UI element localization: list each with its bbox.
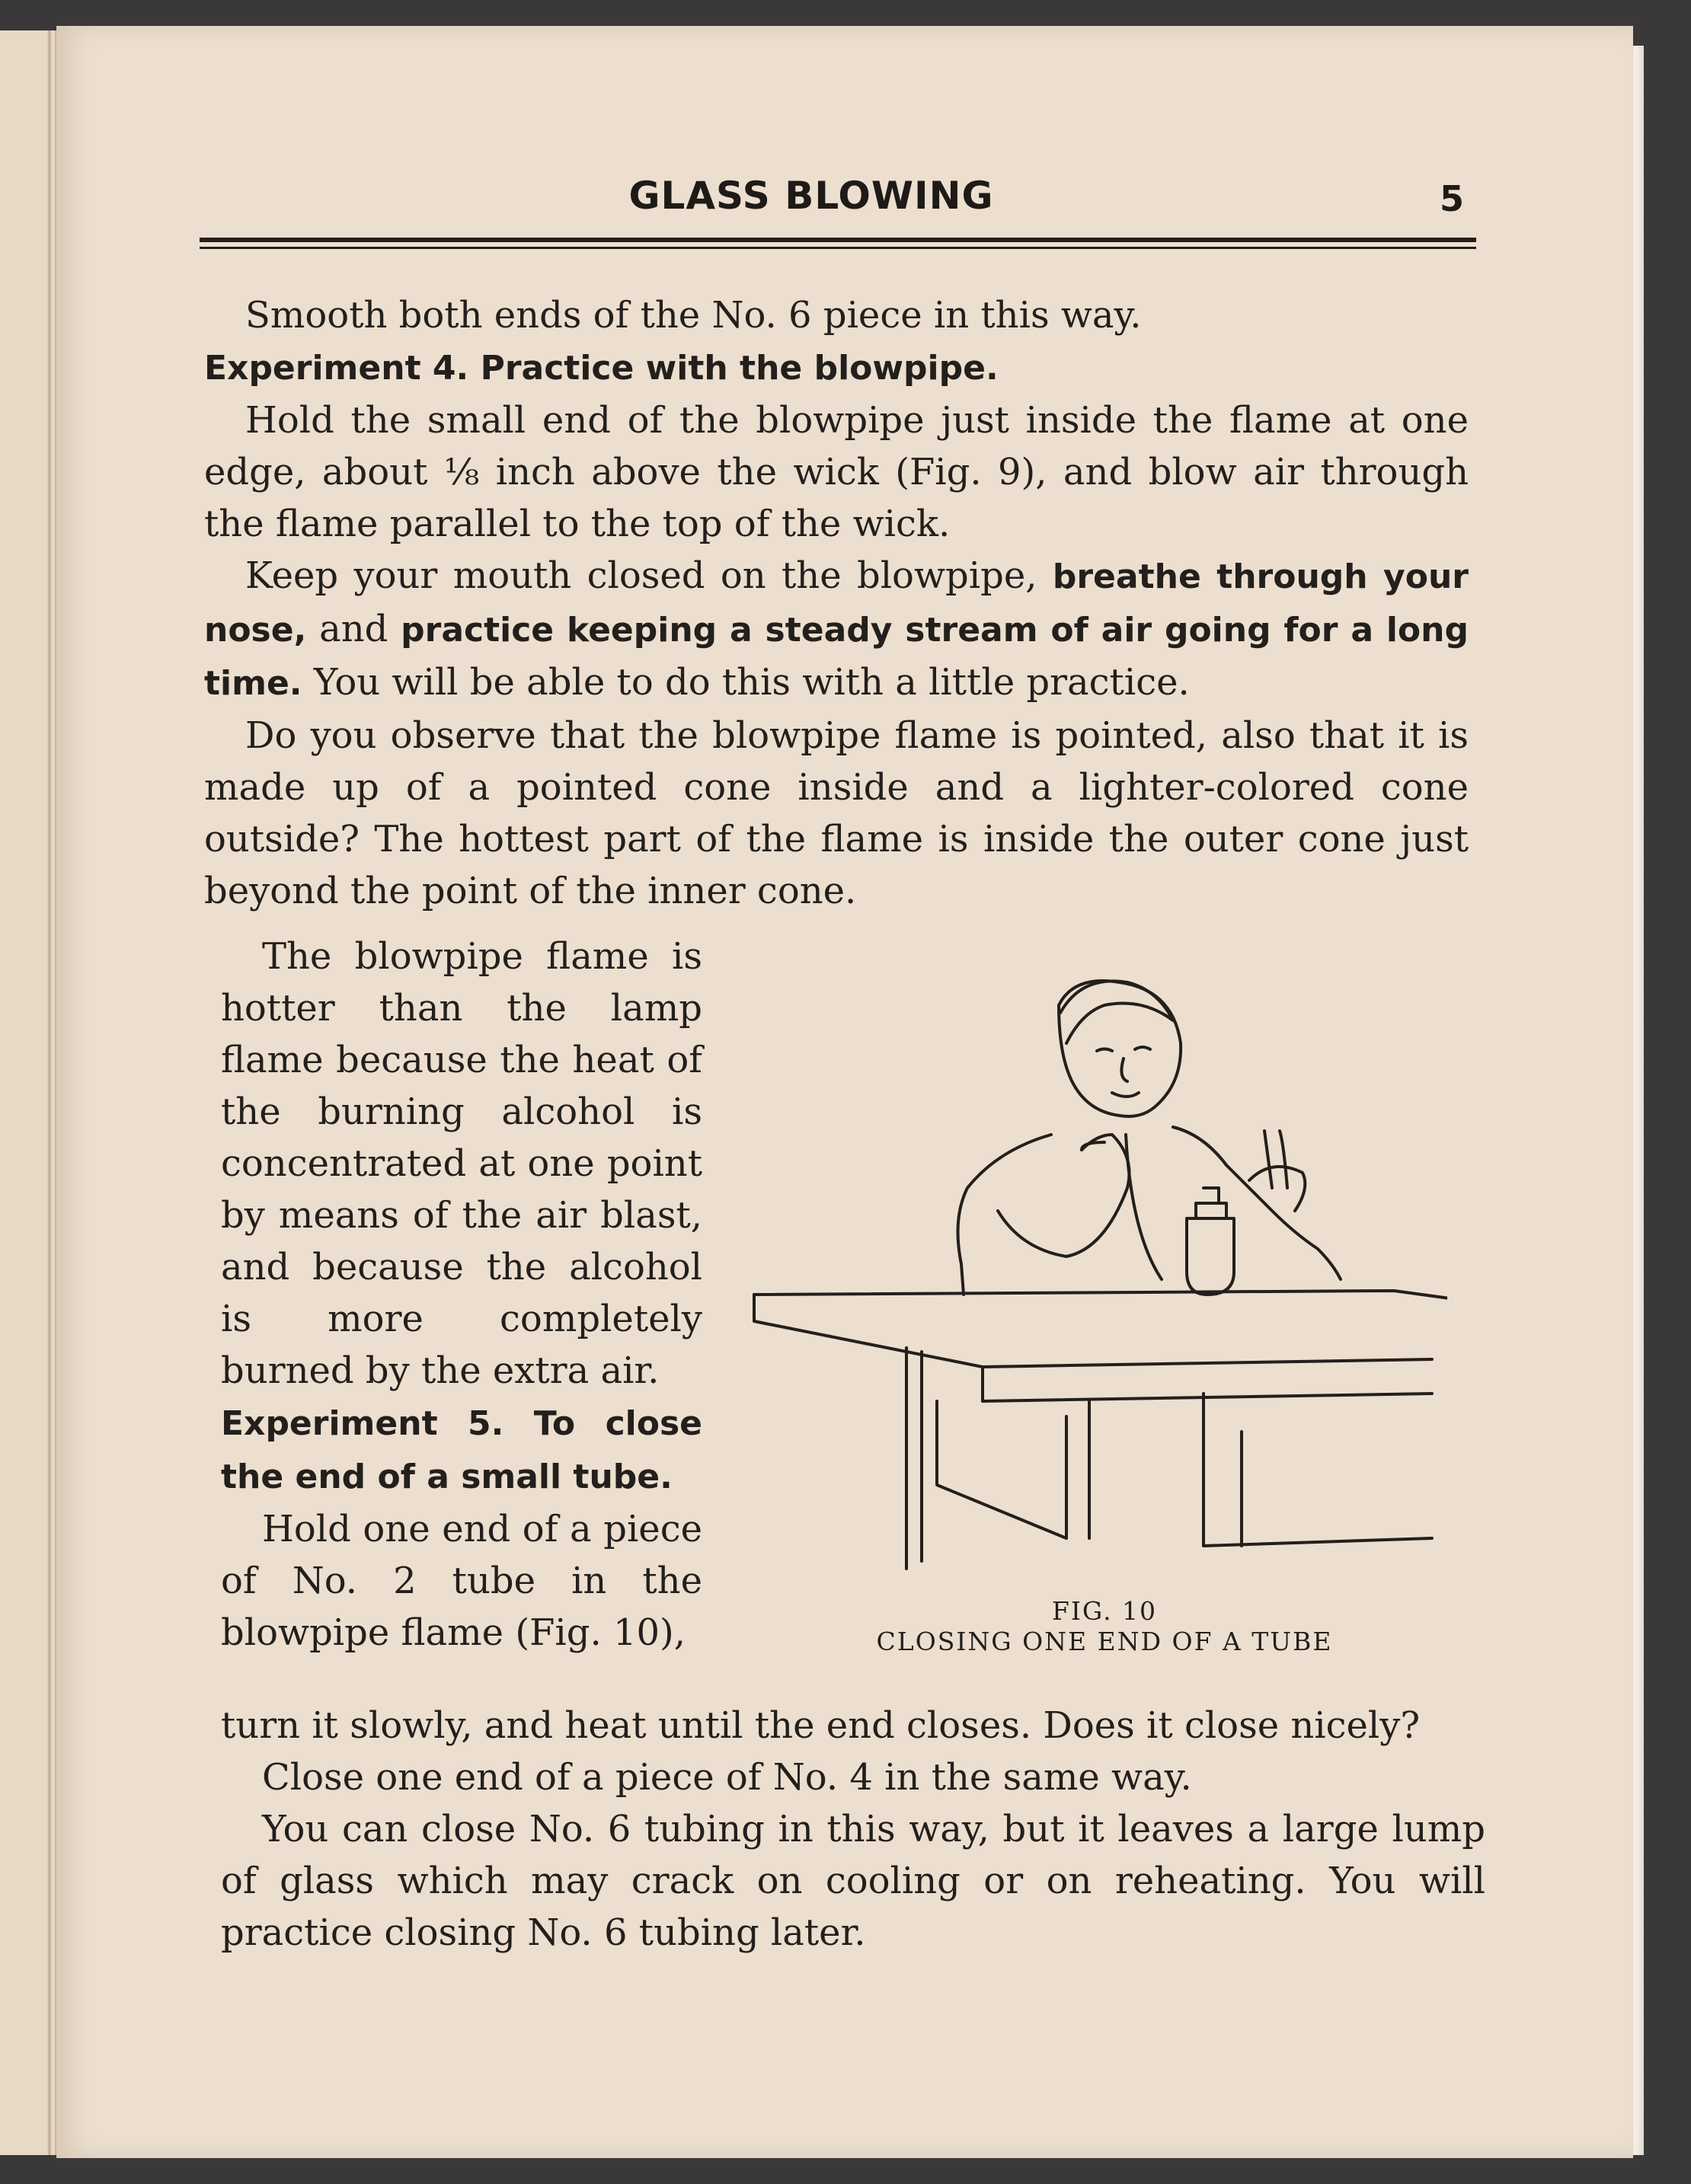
paragraph: The blowpipe flame is hotter than the lamp flame because the heat of the burning alcohol is concentrated at one point by means of the air blast, and because the alcohol is more completely burned by the extra air.: [221, 935, 702, 1392]
table-top-back: [754, 1291, 1447, 1302]
left-page-edge: [0, 30, 56, 2155]
tube-held: [1264, 1131, 1287, 1188]
experiment-5-heading: Experiment 5. To close the end of a small tube.: [221, 1404, 702, 1496]
narrow-column-text: [221, 931, 702, 1659]
paragraph: Hold the small end of the blowpipe just inside the flame at one edge, about ⅛ inch above the wick (Fig. 9), and blow air through the flame parallel to the top of the wick.: [204, 399, 1469, 545]
blowpipe-tube: [1126, 1135, 1162, 1279]
table-edge: [983, 1367, 1432, 1401]
main-text-top: [204, 289, 1469, 917]
header-rule-thin: [200, 247, 1476, 249]
paragraph: turn it slowly, and heat until the end closes. Does it close nicely?: [221, 1704, 1421, 1747]
right-arm: [1226, 1165, 1341, 1279]
table-leg-right: [1204, 1394, 1432, 1546]
paragraph: Do you observe that the blowpipe flame is pointed, also that it is made up of a pointed cone inside and a lighter-colored cone outside? The hottest part of the flame is inside the outer cone just beyond the point of the inner cone.: [204, 714, 1469, 912]
figure-label: FIG. 10: [1051, 1596, 1158, 1626]
alcohol-lamp: [1187, 1218, 1234, 1295]
lamp-wick: [1204, 1188, 1219, 1203]
experiment-4-heading: Experiment 4. Practice with the blowpipe.: [204, 349, 999, 388]
running-header: GLASS BLOWING: [628, 174, 994, 218]
page-number: 5: [1440, 178, 1465, 219]
figure-10-illustration: [746, 959, 1447, 1592]
spine-fold: [47, 30, 52, 2155]
right-shoulder: [1173, 1127, 1226, 1165]
nose: [1121, 1058, 1127, 1081]
left-hand: [1082, 1142, 1104, 1150]
boy-glass-blowing-drawing: [746, 959, 1447, 1592]
paragraph: Hold one end of a piece of No. 2 tube in the blowpipe flame (Fig. 10),: [221, 1508, 702, 1654]
right-hand: [1249, 1167, 1305, 1211]
table-leg-middle: [937, 1401, 1066, 1538]
paragraph: Close one end of a piece of No. 4 in the same way.: [262, 1756, 1192, 1799]
figure-title: CLOSING ONE END OF A TUBE: [876, 1627, 1333, 1656]
paragraph: Smooth both ends of the No. 6 piece in this way.: [245, 294, 1142, 337]
hair: [1060, 981, 1173, 1043]
figure-caption: [785, 1596, 1424, 1657]
mouth: [1112, 1093, 1139, 1097]
table-leg-left: [906, 1348, 922, 1569]
header-rule-thick: [200, 238, 1476, 242]
table-top-front: [754, 1295, 1432, 1367]
main-text-bottom: [221, 1700, 1485, 1959]
paragraph: You can close No. 6 tubing in this way, but it leaves a large lump of glass which may crack on cooling or on reheating. You will practice closing No. 6 tubing later.: [221, 1808, 1485, 1954]
paragraph: Keep your mouth closed on the blowpipe, breathe through your nose, and practice keeping a steady stream of air going for a long time. You will be able to do this with a little practice.: [204, 554, 1469, 704]
eyes: [1097, 1047, 1150, 1051]
lamp-cap: [1196, 1203, 1226, 1218]
left-shoulder: [958, 1135, 1052, 1295]
left-arm: [998, 1135, 1130, 1256]
